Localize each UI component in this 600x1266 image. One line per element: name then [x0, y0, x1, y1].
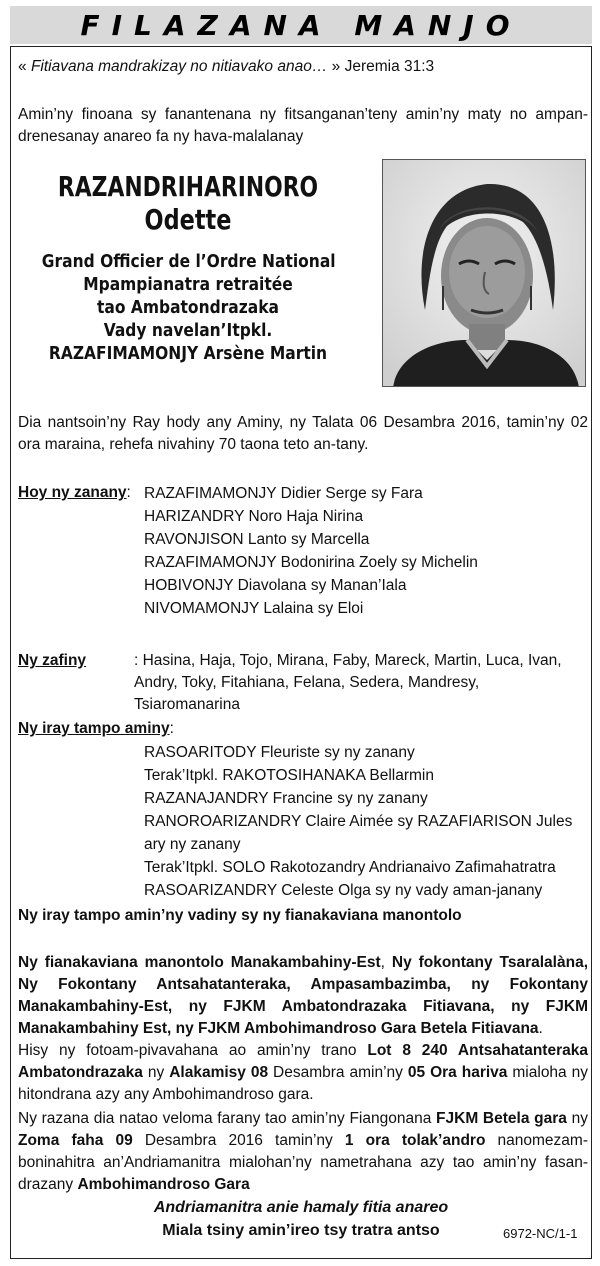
deceased-title: Mpampianatra retraitée — [83, 274, 293, 295]
deceased-surname: RAZANDRIHARINORO — [57, 170, 319, 203]
child-name: NIVOMAMONJY Lalaina sy Eloi — [144, 600, 364, 617]
spouse-family-line: Ny iray tampo amin’ny vadiny sy ny fianakaviana manontolo — [18, 907, 462, 924]
grandchildren-label: Ny zafiny — [18, 652, 87, 669]
families-part: Ny fianakaviana manontolo Manakambahiny-Est — [18, 954, 381, 971]
verse-text: Fitiavana mandrakizay no nitiavako anao… — [30, 58, 328, 75]
sibling-entry: RASOARITODY Fleuriste sy ny zanany — [144, 744, 415, 761]
notice-title: FILAZANA MANJO — [80, 8, 522, 42]
portrait-image — [383, 160, 586, 387]
sibling-entry: Terak’Itpkl. SOLO Rakotozandry Andrianaivo Zafimahatratra — [144, 859, 556, 876]
vigil-part: ny — [142, 1064, 170, 1081]
grandchildren-list: : Hasina, Haja, Tojo, Mirana, Faby, Mareck, Martin, Luca, Ivan, Andry, Toky, Fitahiana, Felana, Sedera, Mandresy, Tsiaromanarina — [134, 652, 562, 713]
children-separator: : — [126, 484, 131, 501]
deceased-title: RAZAFIMAMONJY Arsène Martin — [48, 343, 328, 364]
families-paragraph — [18, 952, 588, 1040]
deceased-title: tao Ambatondrazaka — [97, 297, 279, 318]
death-notice: Dia nantsoin’ny Ray hody any Aminy, ny Talata 06 Desambra 2016, tamin’ny 02 ora maraina, rehefa nivahiny 70 taona teto an-tany. — [18, 414, 588, 453]
burial-part: Desambra 2016 tamin’ny — [132, 1132, 345, 1149]
child-name: RAZAFIMAMONJY Bodonirina Zoely sy Michelin — [144, 554, 478, 571]
notice-header — [10, 6, 592, 44]
burial-church: FJKM Betela gara — [436, 1110, 567, 1127]
child-name: HOBIVONJY Diavolana sy Manan’Iala — [144, 577, 407, 594]
burial-day: Zoma faha 09 — [18, 1132, 133, 1149]
children-label-row — [18, 482, 131, 504]
deceased-given-name: Odette — [144, 203, 232, 236]
child-name: HARIZANDRY Noro Haja Nirina — [144, 508, 364, 525]
burial-part: Ny razana dia natao veloma farany tao amin’ny Fiangonana — [18, 1110, 437, 1127]
reference-code: 6972-NC/1-1 — [503, 1226, 578, 1241]
sibling-entry: RAZANAJANDRY Francine sy ny zanany — [144, 790, 428, 807]
deceased-title: Grand Officier de l’Ordre National — [41, 251, 336, 272]
vigil-part: Hisy ny fotoam-pivavahana ao amin’ny trano — [18, 1042, 368, 1059]
child-name: RAVONJISON Lanto sy Marcella — [144, 531, 370, 548]
sibling-entry: RASOARIZANDRY Celeste Olga sy ny vady aman-janany — [144, 882, 543, 899]
deceased-title: Vady navelan’Itpkl. — [103, 320, 273, 341]
vigil-day: Alakamisy 08 — [169, 1064, 269, 1081]
siblings-separator: : — [169, 720, 174, 737]
deceased-name-block — [18, 170, 358, 365]
deceased-portrait — [382, 159, 586, 387]
burial-place: Ambohimandroso Gara — [77, 1176, 250, 1193]
burial-part: nanomezam-boninahitra an’Andriamanitra mialohan’ny nametrahana azy tao amin’ny fasan-drazany — [18, 1132, 589, 1193]
siblings-label: Ny iray tampo aminy — [18, 720, 170, 737]
families-part: , — [380, 954, 392, 971]
children-label: Hoy ny zanany — [18, 484, 127, 501]
blessing-line: Miala tsiny amin’ireo tsy tratra antso — [162, 1222, 440, 1239]
vigil-part: Desambra amin’ny — [268, 1064, 408, 1081]
intro-paragraph: Amin’ny finoana sy fanantenana ny fitsanganan’teny amin’ny maty no ampan-drenesanay anareo fa ny hava-malalanay — [18, 106, 588, 145]
families-part: . — [538, 1020, 543, 1037]
bible-verse — [18, 56, 434, 78]
burial-time: 1 ora tolak’andro — [344, 1132, 486, 1149]
verse-quote-open: « — [18, 58, 27, 75]
burial-paragraph — [18, 1108, 588, 1196]
verse-reference: Jeremia 31:3 — [344, 58, 435, 75]
sibling-entry: Terak’Itpkl. RAKOTOSIHANAKA Bellarmin — [144, 767, 434, 784]
vigil-time: 05 Ora hariva — [407, 1064, 508, 1081]
burial-part: ny — [566, 1110, 588, 1127]
vigil-part: mialoha ny hitondrana azy any Ambohimandroso gara. — [18, 1064, 589, 1103]
verse-quote-close: » — [331, 58, 341, 75]
child-name: RAZAFIMAMONJY Didier Serge sy Fara — [144, 485, 423, 502]
blessing-line: Andriamanitra anie hamaly fitia anareo — [153, 1199, 449, 1216]
vigil-paragraph — [18, 1040, 588, 1106]
siblings-label-row — [18, 718, 174, 740]
families-part: Ny fokontany Tsaralalàna, Ny Fokontany Antsahatanteraka, Ampasambazimba, ny Fokontany Manakambahiny-Est, ny FJKM Ambatondrazaka Fitiavana, ny FJKM Manakambahiny Est, ny FJKM Ambohimandroso Gara Betela Fitiavana — [18, 954, 588, 1037]
sibling-entry: RANOROARIZANDRY Claire Aimée sy RAZAFIARISON Jules ary ny zanany — [144, 813, 573, 853]
vigil-location: Lot 8 240 Antsahatanteraka Ambatondrazaka — [18, 1042, 588, 1081]
